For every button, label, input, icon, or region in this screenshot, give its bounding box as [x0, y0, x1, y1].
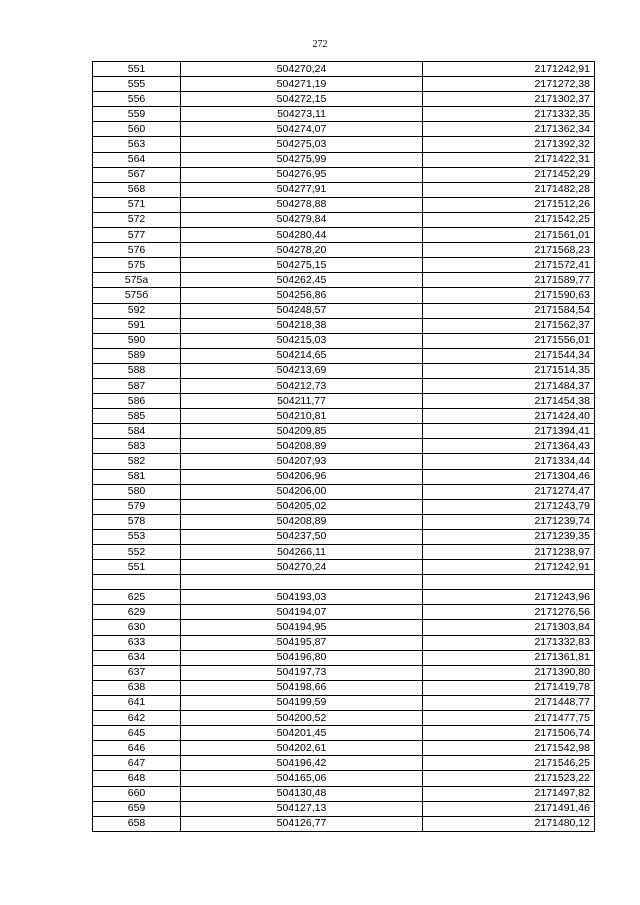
y-coordinate-cell: 2171572,41: [423, 258, 595, 273]
y-coordinate-cell: 2171362,34: [423, 122, 595, 137]
table-row: [93, 258, 595, 273]
y-coordinate-cell: 2171506,74: [423, 726, 595, 741]
x-coordinate-cell: [181, 575, 423, 590]
y-coordinate-cell: 2171394,41: [423, 424, 595, 439]
table-row: [93, 771, 595, 786]
point-number-cell: 551: [93, 62, 181, 77]
x-coordinate-cell: 504280,44: [181, 228, 423, 243]
x-coordinate-cell: 504274,07: [181, 122, 423, 137]
x-coordinate-cell: 504208,89: [181, 514, 423, 529]
point-number-cell: 586: [93, 394, 181, 409]
point-number-cell: 591: [93, 318, 181, 333]
y-coordinate-cell: 2171514,35: [423, 363, 595, 378]
y-coordinate-cell: 2171480,12: [423, 816, 595, 831]
point-number-cell: 581: [93, 469, 181, 484]
point-number-cell: 585: [93, 409, 181, 424]
point-number-cell: 645: [93, 726, 181, 741]
table-row: [93, 680, 595, 695]
x-coordinate-cell: 504194,07: [181, 605, 423, 620]
y-coordinate-cell: 2171484,37: [423, 378, 595, 393]
y-coordinate-cell: 2171424,40: [423, 409, 595, 424]
x-coordinate-cell: 504248,57: [181, 303, 423, 318]
y-coordinate-cell: 2171274,47: [423, 484, 595, 499]
x-coordinate-cell: 504270,24: [181, 62, 423, 77]
table-row: [93, 228, 595, 243]
table-row: [93, 273, 595, 288]
table-row: [93, 529, 595, 544]
x-coordinate-cell: 504278,20: [181, 243, 423, 258]
point-number-cell: 553: [93, 529, 181, 544]
y-coordinate-cell: 2171304,46: [423, 469, 595, 484]
point-number-cell: 567: [93, 167, 181, 182]
y-coordinate-cell: 2171332,83: [423, 635, 595, 650]
x-coordinate-cell: 504275,03: [181, 137, 423, 152]
y-coordinate-cell: 2171276,56: [423, 605, 595, 620]
x-coordinate-cell: 504212,73: [181, 378, 423, 393]
table-row: [93, 303, 595, 318]
point-number-cell: 571: [93, 197, 181, 212]
x-coordinate-cell: 504208,89: [181, 439, 423, 454]
y-coordinate-cell: 2171452,29: [423, 167, 595, 182]
table-row: [93, 167, 595, 182]
point-number-cell: 633: [93, 635, 181, 650]
y-coordinate-cell: 2171482,28: [423, 182, 595, 197]
point-number-cell: 556: [93, 92, 181, 107]
x-coordinate-cell: 504279,84: [181, 212, 423, 227]
y-coordinate-cell: 2171523,22: [423, 771, 595, 786]
x-coordinate-cell: 504278,88: [181, 197, 423, 212]
y-coordinate-cell: 2171364,43: [423, 439, 595, 454]
x-coordinate-cell: 504193,03: [181, 590, 423, 605]
table-row: [93, 77, 595, 92]
x-coordinate-cell: 504213,69: [181, 363, 423, 378]
table-row: [93, 197, 595, 212]
table-row: [93, 711, 595, 726]
y-coordinate-cell: 2171238,97: [423, 545, 595, 560]
y-coordinate-cell: 2171561,01: [423, 228, 595, 243]
y-coordinate-cell: 2171239,74: [423, 514, 595, 529]
y-coordinate-cell: 2171584,54: [423, 303, 595, 318]
x-coordinate-cell: 504198,66: [181, 680, 423, 695]
y-coordinate-cell: 2171361,81: [423, 650, 595, 665]
point-number-cell: 555: [93, 77, 181, 92]
table-row: [93, 182, 595, 197]
x-coordinate-cell: 504202,61: [181, 741, 423, 756]
point-number-cell: 648: [93, 771, 181, 786]
y-coordinate-cell: 2171390,80: [423, 665, 595, 680]
table-row: [93, 665, 595, 680]
x-coordinate-cell: 504237,50: [181, 529, 423, 544]
x-coordinate-cell: 504210,81: [181, 409, 423, 424]
table-row: [93, 605, 595, 620]
table-row: [93, 318, 595, 333]
table-row: [93, 378, 595, 393]
table-row: [93, 590, 595, 605]
x-coordinate-cell: 504195,87: [181, 635, 423, 650]
point-number-cell: 641: [93, 695, 181, 710]
y-coordinate-cell: 2171512,26: [423, 197, 595, 212]
x-coordinate-cell: 504211,77: [181, 394, 423, 409]
table-row: [93, 137, 595, 152]
x-coordinate-cell: 504262,45: [181, 273, 423, 288]
x-coordinate-cell: 504272,15: [181, 92, 423, 107]
table-row: [93, 514, 595, 529]
table-row: [93, 545, 595, 560]
x-coordinate-cell: 504214,65: [181, 348, 423, 363]
point-number-cell: 575б: [93, 288, 181, 303]
y-coordinate-cell: 2171568,23: [423, 243, 595, 258]
table-row: [93, 575, 595, 590]
x-coordinate-cell: 504218,38: [181, 318, 423, 333]
x-coordinate-cell: 504201,45: [181, 726, 423, 741]
point-number-cell: 563: [93, 137, 181, 152]
y-coordinate-cell: 2171544,34: [423, 348, 595, 363]
table-row: [93, 726, 595, 741]
point-number-cell: 634: [93, 650, 181, 665]
point-number-cell: 590: [93, 333, 181, 348]
x-coordinate-cell: 504275,99: [181, 152, 423, 167]
x-coordinate-cell: 504200,52: [181, 711, 423, 726]
table-row: [93, 695, 595, 710]
point-number-cell: 638: [93, 680, 181, 695]
table-row: [93, 212, 595, 227]
table-row: [93, 635, 595, 650]
x-coordinate-cell: 504130,48: [181, 786, 423, 801]
point-number-cell: 564: [93, 152, 181, 167]
point-number-cell: 552: [93, 545, 181, 560]
point-number-cell: 642: [93, 711, 181, 726]
table-row: [93, 122, 595, 137]
table-row: [93, 409, 595, 424]
coordinates-table-body: [93, 62, 595, 832]
x-coordinate-cell: 504215,03: [181, 333, 423, 348]
x-coordinate-cell: 504197,73: [181, 665, 423, 680]
x-coordinate-cell: 504196,80: [181, 650, 423, 665]
table-row: [93, 394, 595, 409]
x-coordinate-cell: 504276,95: [181, 167, 423, 182]
y-coordinate-cell: 2171243,79: [423, 499, 595, 514]
y-coordinate-cell: 2171477,75: [423, 711, 595, 726]
x-coordinate-cell: 504256,86: [181, 288, 423, 303]
table-row: [93, 560, 595, 575]
table-row: [93, 469, 595, 484]
y-coordinate-cell: 2171589,77: [423, 273, 595, 288]
table-row: [93, 424, 595, 439]
y-coordinate-cell: 2171590,63: [423, 288, 595, 303]
table-row: [93, 786, 595, 801]
table-row: [93, 499, 595, 514]
y-coordinate-cell: 2171542,25: [423, 212, 595, 227]
point-number-cell: 646: [93, 741, 181, 756]
y-coordinate-cell: 2171242,91: [423, 62, 595, 77]
x-coordinate-cell: 504127,13: [181, 801, 423, 816]
x-coordinate-cell: 504206,96: [181, 469, 423, 484]
table-row: [93, 454, 595, 469]
point-number-cell: 568: [93, 182, 181, 197]
point-number-cell: 575: [93, 258, 181, 273]
y-coordinate-cell: 2171334,44: [423, 454, 595, 469]
y-coordinate-cell: 2171542,98: [423, 741, 595, 756]
x-coordinate-cell: 504165,06: [181, 771, 423, 786]
x-coordinate-cell: 504271,19: [181, 77, 423, 92]
y-coordinate-cell: 2171303,84: [423, 620, 595, 635]
y-coordinate-cell: 2171546,25: [423, 756, 595, 771]
y-coordinate-cell: 2171302,37: [423, 92, 595, 107]
y-coordinate-cell: 2171392,32: [423, 137, 595, 152]
point-number-cell: 584: [93, 424, 181, 439]
y-coordinate-cell: 2171422,31: [423, 152, 595, 167]
y-coordinate-cell: 2171242,91: [423, 560, 595, 575]
x-coordinate-cell: 504277,91: [181, 182, 423, 197]
y-coordinate-cell: 2171332,35: [423, 107, 595, 122]
y-coordinate-cell: [423, 575, 595, 590]
table-row: [93, 152, 595, 167]
table-row: [93, 288, 595, 303]
point-number-cell: 587: [93, 378, 181, 393]
x-coordinate-cell: 504194,95: [181, 620, 423, 635]
y-coordinate-cell: 2171243,96: [423, 590, 595, 605]
y-coordinate-cell: 2171448,77: [423, 695, 595, 710]
table-row: [93, 801, 595, 816]
y-coordinate-cell: 2171454,38: [423, 394, 595, 409]
x-coordinate-cell: 504205,02: [181, 499, 423, 514]
y-coordinate-cell: 2171239,35: [423, 529, 595, 544]
point-number-cell: 660: [93, 786, 181, 801]
y-coordinate-cell: 2171497,82: [423, 786, 595, 801]
point-number-cell: 583: [93, 439, 181, 454]
table-row: [93, 107, 595, 122]
x-coordinate-cell: 504196,42: [181, 756, 423, 771]
table-row: [93, 333, 595, 348]
point-number-cell: 577: [93, 228, 181, 243]
table-row: [93, 348, 595, 363]
y-coordinate-cell: 2171419,78: [423, 680, 595, 695]
table-row: [93, 741, 595, 756]
page-number: 272: [312, 39, 328, 50]
table-row: [93, 756, 595, 771]
x-coordinate-cell: 504273,11: [181, 107, 423, 122]
point-number-cell: 592: [93, 303, 181, 318]
point-number-cell: 572: [93, 212, 181, 227]
point-number-cell: 560: [93, 122, 181, 137]
point-number-cell: 647: [93, 756, 181, 771]
x-coordinate-cell: 504126,77: [181, 816, 423, 831]
x-coordinate-cell: 504275,15: [181, 258, 423, 273]
x-coordinate-cell: 504199,59: [181, 695, 423, 710]
point-number-cell: 659: [93, 801, 181, 816]
point-number-cell: 589: [93, 348, 181, 363]
point-number-cell: 579: [93, 499, 181, 514]
table-row: [93, 439, 595, 454]
point-number-cell: 629: [93, 605, 181, 620]
table-row: [93, 363, 595, 378]
x-coordinate-cell: 504266,11: [181, 545, 423, 560]
coordinates-table: [92, 61, 595, 832]
point-number-cell: 630: [93, 620, 181, 635]
point-number-cell: 625: [93, 590, 181, 605]
point-number-cell: 658: [93, 816, 181, 831]
table-row: [93, 484, 595, 499]
x-coordinate-cell: 504209,85: [181, 424, 423, 439]
point-number-cell: 637: [93, 665, 181, 680]
x-coordinate-cell: 504270,24: [181, 560, 423, 575]
point-number-cell: 580: [93, 484, 181, 499]
point-number-cell: 578: [93, 514, 181, 529]
table-row: [93, 650, 595, 665]
y-coordinate-cell: 2171562,37: [423, 318, 595, 333]
y-coordinate-cell: 2171272,38: [423, 77, 595, 92]
point-number-cell: [93, 575, 181, 590]
table-row: [93, 816, 595, 831]
point-number-cell: 559: [93, 107, 181, 122]
x-coordinate-cell: 504206,00: [181, 484, 423, 499]
point-number-cell: 576: [93, 243, 181, 258]
table-row: [93, 62, 595, 77]
point-number-cell: 588: [93, 363, 181, 378]
table-row: [93, 620, 595, 635]
table-row: [93, 92, 595, 107]
table-row: [93, 243, 595, 258]
y-coordinate-cell: 2171491,46: [423, 801, 595, 816]
x-coordinate-cell: 504207,93: [181, 454, 423, 469]
point-number-cell: 575а: [93, 273, 181, 288]
point-number-cell: 582: [93, 454, 181, 469]
point-number-cell: 551: [93, 560, 181, 575]
y-coordinate-cell: 2171556,01: [423, 333, 595, 348]
